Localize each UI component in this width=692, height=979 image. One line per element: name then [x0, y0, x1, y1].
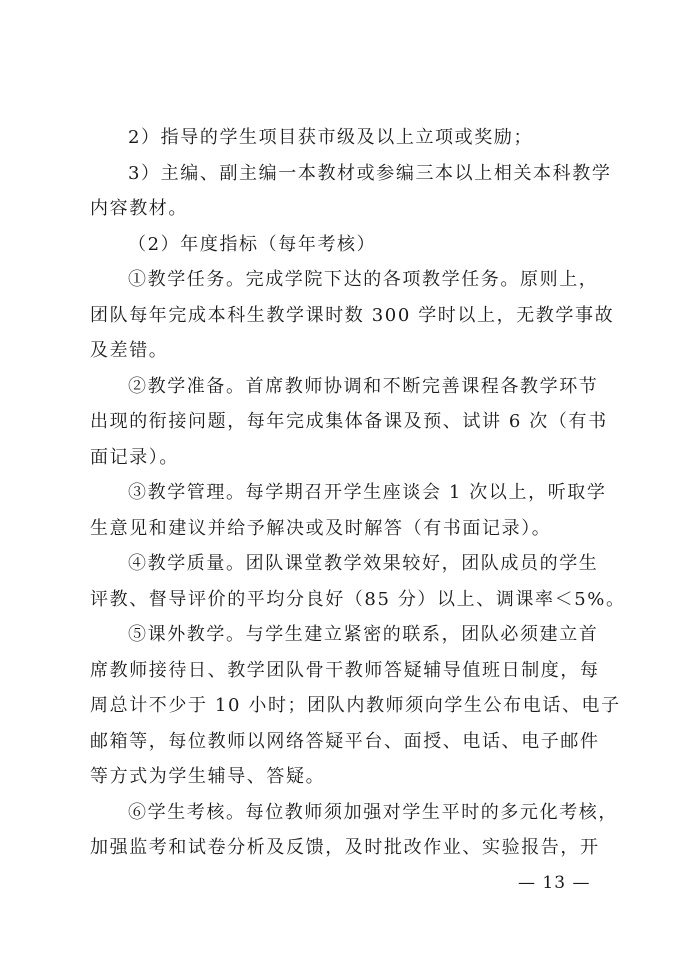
text-line: 评教、督导评价的平均分良好（85 分）以上、调课率＜5%。	[90, 588, 626, 610]
body-text	[90, 120, 626, 866]
page-number: — 13 —	[518, 873, 591, 893]
paragraph-teaching-preparation	[90, 369, 610, 476]
text-line: 团队每年完成本科生教学课时数 300 学时以上，无教学事故	[90, 304, 615, 326]
text-line: ①教学任务。完成学院下达的各项教学任务。原则上，	[128, 269, 599, 290]
text-line: ③教学管理。每学期召开学生座谈会 1 次以上，听取学	[128, 482, 607, 503]
text-line: 生意见和建议并给予解决或及时解答（有书面记录）。	[90, 517, 552, 539]
text-line: 3）主编、副主编一本教材或参编三本以上相关本科教学	[128, 162, 612, 184]
text-line: 加强监考和试卷分析及反馈，及时批改作业、实验报告，开	[90, 837, 600, 858]
section-heading-annual-indicators	[90, 227, 610, 263]
paragraph-teaching-quality	[90, 546, 626, 617]
text-line: 面记录）。	[90, 446, 179, 468]
text-line: （2）年度指标（每年考核）	[128, 233, 377, 255]
text-line: 内容教材。	[90, 198, 188, 219]
text-line: 及差错。	[90, 340, 169, 361]
paragraph-item-3	[90, 156, 610, 227]
paragraph-extracurricular-teaching	[90, 617, 621, 795]
paragraph-teaching-management	[90, 475, 610, 546]
text-line: ⑥学生考核。每位教师须加强对学生平时的多元化考核，	[128, 801, 618, 823]
text-line: ②教学准备。首席教师协调和不断完善课程各教学环节	[128, 375, 599, 397]
text-line: 席教师接待日、教学团队骨干教师答疑辅导值班日制度，每	[90, 659, 600, 681]
text-line: 等方式为学生辅导、答疑。	[90, 766, 326, 787]
paragraph-student-assessment	[90, 795, 618, 866]
text-line: 邮箱等，每位教师以网络答疑平台、面授、电话、电子邮件	[90, 730, 600, 752]
text-line: ⑤课外教学。与学生建立紧密的联系，团队必须建立首	[128, 624, 599, 645]
text-line: ④教学质量。团队课堂教学效果较好，团队成员的学生	[128, 553, 599, 574]
paragraph-teaching-tasks	[90, 262, 615, 369]
paragraph-item-2	[90, 120, 610, 156]
text-line: 出现的衔接问题，每年完成集体备课及预、试讲 6 次（有书	[90, 411, 608, 432]
text-line: 2）指导的学生项目获市级及以上立项或奖励；	[128, 127, 534, 148]
text-line: 周总计不少于 10 小时；团队内教师须向学生公布电话、电子	[90, 695, 621, 716]
